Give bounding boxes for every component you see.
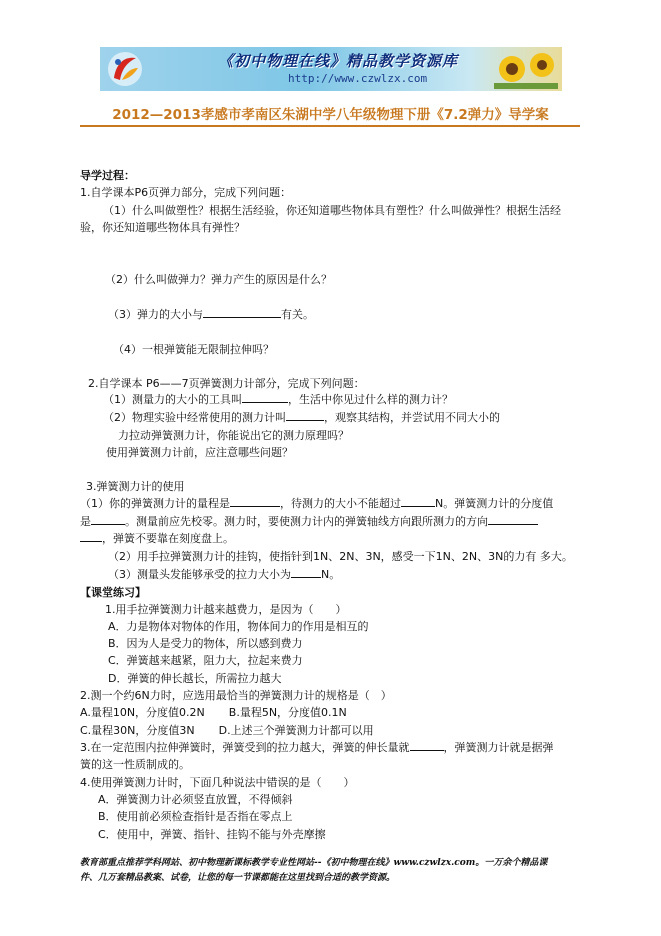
question-2-2 bbox=[103, 409, 500, 425]
question-2-2-cont: 力拉动弹簧测力计，你能说出它的测力原理吗？ bbox=[118, 429, 349, 442]
question-3-3-suffix: N。 bbox=[321, 568, 341, 581]
question-1-3 bbox=[108, 306, 314, 322]
question-1-3-text: （3）弹力的大小与 bbox=[108, 308, 203, 321]
sunflower-icon bbox=[494, 49, 558, 89]
practice-heading: 【课堂练习】 bbox=[80, 586, 146, 599]
question-2-1-text: （1）测量力的大小的工具叫 bbox=[103, 393, 242, 406]
footer-line-1: 教育部重点推荐学科网站、初中物理新课标教学专业性网站--《初中物理在线》www.czwlzx.com。一万余个精品课 bbox=[80, 858, 548, 868]
question-3-1-end bbox=[80, 530, 234, 546]
answer-blank[interactable] bbox=[230, 496, 280, 507]
practice-4-option-a: A．弹簧测力计必须竖直放置，不得倾斜 bbox=[98, 793, 293, 806]
practice-4-option-c: C．使用中，弹簧、指针、挂钩不能与外壳摩擦 bbox=[98, 828, 326, 841]
site-logo-icon bbox=[106, 50, 144, 88]
question-3-1-mid: ，待测力的大小不能超过 bbox=[280, 497, 401, 510]
question-2-2-suffix: ，观察其结构，并尝试用不同大小的 bbox=[324, 411, 500, 424]
question-2-2-text: （2）物理实验中经常使用的测力计叫 bbox=[103, 411, 286, 424]
practice-3-text: 3.在一定范围内拉伸弹簧时，弹簧受到的拉力越大，弹簧的伸长量就 bbox=[80, 741, 410, 754]
answer-blank[interactable] bbox=[401, 496, 435, 507]
practice-2-option-d: D.上述三个弹簧测力计都可以用 bbox=[218, 724, 374, 737]
section-heading: 导学过程： bbox=[80, 169, 135, 182]
banner-title: 《初中物理在线》精品教学资源库 bbox=[218, 52, 459, 70]
question-3-1-cont-text: 是 bbox=[80, 515, 91, 528]
answer-blank[interactable] bbox=[80, 531, 102, 542]
question-3: 3.弹簧测力计的使用 bbox=[86, 480, 185, 493]
answer-blank[interactable] bbox=[91, 514, 125, 525]
practice-2-option-a: A.量程10N，分度值0.2N bbox=[80, 706, 205, 719]
question-3-1 bbox=[80, 495, 553, 511]
practice-1-option-b: B．因为人是受力的物体，所以感到费力 bbox=[108, 637, 303, 650]
question-1-2: （2）什么叫做弹力？弹力产生的原因是什么？ bbox=[105, 273, 332, 286]
question-1-1-cont: 验，你还知道哪些物体具有弹性？ bbox=[80, 221, 245, 234]
practice-4: 4.使用弹簧测力计时，下面几种说法中错误的是（ ） bbox=[80, 776, 355, 789]
practice-2-option-b: B.量程5N，分度值0.1N bbox=[228, 706, 347, 719]
answer-blank[interactable] bbox=[291, 567, 321, 578]
practice-3-cont: 簧的这一性质制成的。 bbox=[80, 758, 190, 771]
question-3-3-text: （3）测量头发能够承受的拉力大小为 bbox=[108, 568, 291, 581]
page-footer bbox=[80, 856, 590, 886]
question-3-1-cont-mid: 。测量前应先校零。测力时，要使测力计内的弹簧轴线方向跟所测力的方向 bbox=[125, 515, 488, 528]
question-2: 2.自学课本 P6——7页弹簧测力计部分，完成下列问题： bbox=[88, 377, 365, 390]
question-3-1-suffix: N。弹簧测力计的分度值 bbox=[435, 497, 554, 510]
answer-blank[interactable] bbox=[286, 410, 324, 421]
practice-1-option-c: C．弹簧越来越紧，阻力大，拉起来费力 bbox=[108, 654, 303, 667]
title-divider bbox=[80, 125, 580, 127]
question-3-1-cont bbox=[80, 513, 538, 529]
practice-2: 2.测一个约6N力时，应选用最恰当的弹簧测力计的规格是（ ） bbox=[80, 689, 392, 702]
practice-2-option-c: C.量程30N，分度值3N bbox=[80, 724, 195, 737]
practice-1: 1.用手拉弹簧测力计越来越费力，是因为（ ） bbox=[105, 603, 347, 616]
header-banner bbox=[100, 47, 562, 91]
question-2-3: 使用弹簧测力计前，应注意哪些问题？ bbox=[106, 446, 293, 459]
practice-1-option-a: A．力是物体对物体的作用，物体间力的作用是相互的 bbox=[108, 620, 369, 633]
question-2-1-suffix: ，生活中你见过什么样的测力计？ bbox=[288, 393, 453, 406]
question-3-1-text: （1）你的弹簧测力计的量程是 bbox=[80, 497, 230, 510]
practice-4-option-b: B．使用前必须检查指针是否指在零点上 bbox=[98, 810, 293, 823]
footer-line-2: 件、几万套精品教案、试卷，让您的每一节课都能在这里找到合适的教学资源。 bbox=[80, 873, 396, 883]
question-3-3 bbox=[108, 566, 340, 582]
question-1-4: （4）一根弹簧能无限制拉伸吗？ bbox=[113, 343, 274, 356]
answer-blank[interactable] bbox=[488, 514, 538, 525]
question-3-2: （2）用手拉弹簧测力计的挂钩，使指针到1N、2N、3N，感受一下1N、2N、3N的力有 多大。 bbox=[108, 550, 573, 563]
question-1: 1.自学课本P6页弹力部分，完成下列问题： bbox=[80, 186, 292, 199]
practice-3 bbox=[80, 739, 554, 755]
answer-blank[interactable] bbox=[410, 740, 444, 751]
answer-blank[interactable] bbox=[242, 392, 288, 403]
document-title: 2012—2013孝感市孝南区朱湖中学八年级物理下册《7.2弹力》导学案 bbox=[112, 107, 549, 123]
practice-1-option-d: D．弹簧的伸长越长，所需拉力越大 bbox=[108, 672, 282, 685]
question-2-1 bbox=[103, 391, 453, 407]
practice-2-options-cd bbox=[80, 722, 374, 738]
answer-blank[interactable] bbox=[203, 307, 281, 318]
question-3-1-end-text: ，弹簧不要靠在刻度盘上。 bbox=[102, 532, 234, 545]
practice-3-suffix: ，弹簧测力计就是据弹 bbox=[443, 741, 554, 754]
practice-2-options-ab bbox=[80, 704, 347, 720]
banner-url: http://www.czwlzx.com bbox=[288, 72, 428, 85]
question-1-3-suffix: 有关。 bbox=[281, 308, 314, 321]
question-1-1: （1）什么叫做塑性？根据生活经验，你还知道哪些物体具有塑性？什么叫做弹性？根据生活经 bbox=[103, 204, 561, 217]
